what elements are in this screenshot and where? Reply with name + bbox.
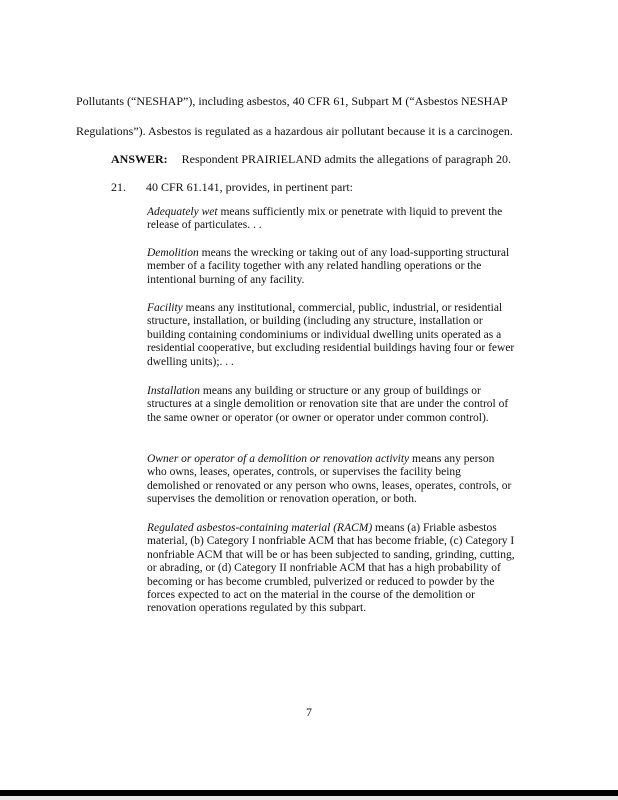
- definition-block-4: [147, 385, 515, 445]
- continuation-line-1: Pollutants (“NESHAP”), including asbestos, 40 CFR 61, Subpart M (“Asbestos NESHAP: [76, 94, 508, 108]
- definition-block-3: [147, 302, 515, 389]
- definition-block-6: [147, 522, 515, 636]
- definition-installation: [147, 385, 515, 425]
- definition-text: means (a) Friable asbestos material, (b) Category I nonfriable ACM that has become friable, (c) Category I nonfriable ACM that will be or has been subjected to sanding, grinding, cutting, or abrading, or (d) Category II nonfriable ACM that has a high probability of becoming or has become crumbled, pulverized or reduced to powder by the forces expected to act on the material in the course of the demolition or renovation operations regulated by this subpart.: [147, 522, 515, 615]
- definition-text: means any institutional, commercial, public, industrial, or residential structure, installation, or building (including any structure, installation or building containing condominiums or individual dwelling units operated as a residential cooperative, but excluding residential buildings having four or fewer dwelling units);. . .: [147, 302, 515, 368]
- definition-term: Installation: [147, 385, 201, 397]
- definition-text: means the wrecking or taking out of any load-supporting structural member of a facility together with any related handling operations or the intentional burning of any facility.: [147, 247, 510, 286]
- answer-label: ANSWER:: [111, 152, 168, 166]
- definition-racm: [147, 522, 515, 616]
- paragraph-21: [111, 180, 353, 195]
- definition-block-5: [147, 453, 515, 527]
- paragraph-number: 21.: [111, 180, 126, 194]
- definition-term: Regulated asbestos-containing material (RACM): [147, 522, 373, 534]
- scan-edge: [0, 796, 618, 800]
- page-number: 7: [306, 705, 312, 719]
- definition-block-2: [147, 247, 515, 307]
- definition-owner-or-operator: [147, 453, 515, 507]
- answer-paragraph: [111, 152, 511, 167]
- definition-facility: [147, 302, 515, 369]
- definition-term: Owner or operator of a demolition or renovation activity: [147, 453, 410, 465]
- paragraph-intro: 40 CFR 61.141, provides, in pertinent part:: [146, 180, 353, 194]
- continuation-line-2: Regulations”). Asbestos is regulated as a hazardous air pollutant because it is a carcinogen.: [76, 124, 513, 138]
- definition-adequately-wet: [147, 206, 515, 233]
- definition-text: means any person who owns, leases, operates, controls, or supervises the facility being demolished or renovated or any person who owns, leases, operates, controls, or supervises the demolition or renovation operation, or both.: [147, 453, 512, 506]
- definition-term: Facility: [147, 302, 183, 314]
- answer-text: Respondent PRAIRIELAND admits the allegations of paragraph 20.: [181, 152, 511, 166]
- definition-term: Adequately wet: [147, 206, 218, 218]
- definition-term: Demolition: [147, 247, 199, 259]
- definition-text: means sufficiently mix or penetrate with liquid to prevent the release of particulates. . .: [147, 206, 503, 232]
- definition-text: means any building or structure or any group of buildings or structures at a single demolition or renovation site that are under the control of the same owner or operator (or owner or operator under common control).: [147, 385, 509, 424]
- definition-demolition: [147, 247, 515, 287]
- definition-block-1: [147, 206, 515, 253]
